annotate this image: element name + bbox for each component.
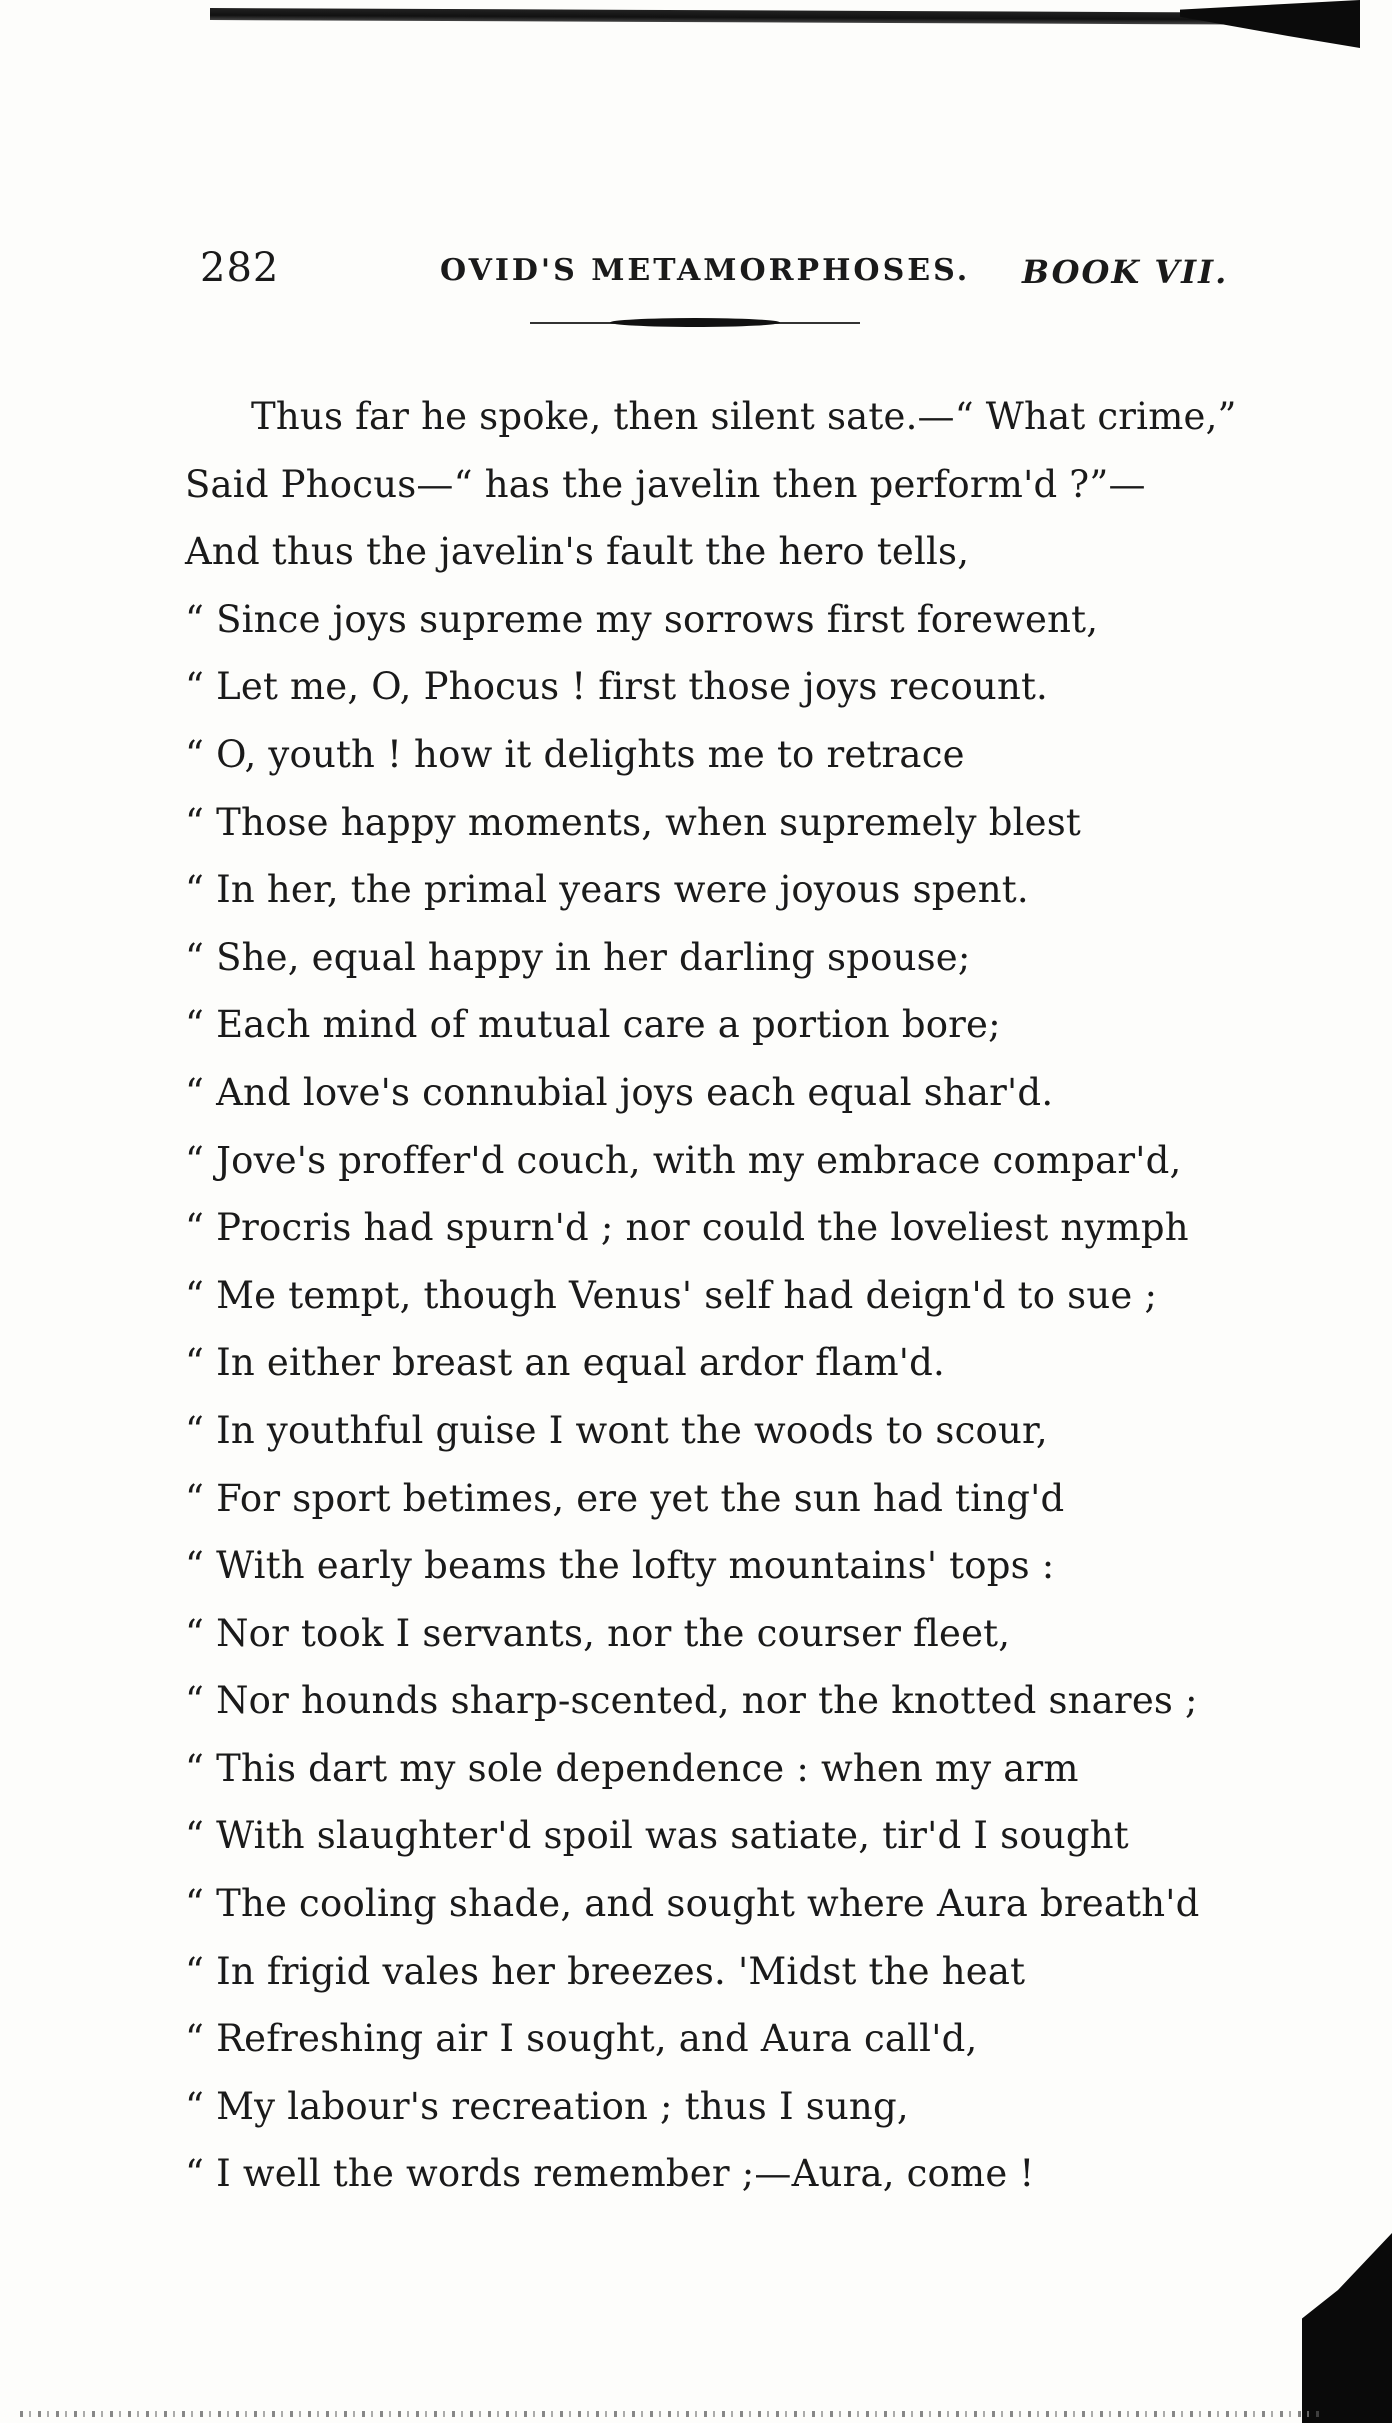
verse-line: “ Procris had spurn'd ; nor could the loveliest nymph: [185, 1206, 1189, 1250]
verse-line: “ In youthful guise I wont the woods to scour,: [185, 1408, 1048, 1452]
verse-line: “ I well the words remember ;—Aura, come !: [185, 2152, 1035, 2196]
verse-line: “ The cooling shade, and sought where Aura breath'd: [185, 1882, 1200, 1926]
verse-line: “ Nor took I servants, nor the courser fleet,: [185, 1611, 1011, 1655]
page-number: 282: [200, 245, 280, 291]
verse-line: “ For sport betimes, ere yet the sun had ting'd: [185, 1476, 1065, 1520]
verse-line: Thus far he spoke, then silent sate.—“ What crime,”: [251, 395, 1237, 438]
page-header: [200, 245, 1250, 305]
verse-line: “ Refreshing air I sought, and Aura call'd,: [185, 2017, 978, 2061]
verse-line: “ Me tempt, though Venus' self had deign'd to sue ;: [185, 1273, 1158, 1317]
verse-line: “ Nor hounds sharp-scented, nor the knotted snares ;: [185, 1679, 1198, 1723]
scan-corner-shadow: [1302, 2233, 1392, 2423]
verse-line: “ O, youth ! how it delights me to retrace: [185, 732, 965, 776]
verse-line: And thus the javelin's fault the hero tells,: [185, 530, 970, 574]
verse-line: “ My labour's recreation ; thus I sung,: [185, 2084, 909, 2128]
verse-line: “ Let me, O, Phocus ! first those joys recount.: [185, 665, 1049, 709]
verse-line: “ With slaughter'd spoil was satiate, tir'd I sought: [185, 1814, 1129, 1858]
ornament-swell: [610, 318, 780, 327]
verse-line: “ In her, the primal years were joyous spent.: [185, 868, 1029, 912]
verse-line: “ In frigid vales her breezes. 'Midst the heat: [185, 1949, 1026, 1993]
book-label: BOOK VII.: [1022, 253, 1229, 291]
verse-line: “ She, equal happy in her darling spouse;: [185, 935, 971, 979]
scan-bottom-edge: [20, 2411, 1320, 2417]
verse-line: “ Jove's proffer'd couch, with my embrace compar'd,: [185, 1138, 1182, 1182]
poem-body: [185, 383, 1237, 2208]
verse-line: “ In either breast an equal ardor flam'd.: [185, 1341, 945, 1385]
verse-line: “ With early beams the lofty mountains' tops :: [185, 1544, 1055, 1588]
verse-line: “ Those happy moments, when supremely blest: [185, 800, 1082, 844]
verse-line: Said Phocus—“ has the javelin then perform'd ?”—: [185, 462, 1146, 506]
running-title: OVID'S METAMORPHOSES.: [440, 253, 971, 288]
verse-line: “ Since joys supreme my sorrows first forewent,: [185, 597, 1099, 641]
verse-line: “ And love's connubial joys each equal shar'd.: [185, 1070, 1054, 1114]
verse-line: “ This dart my sole dependence : when my arm: [185, 1746, 1079, 1790]
header-ornament-divider: [530, 318, 860, 328]
verse-line: “ Each mind of mutual care a portion bore;: [185, 1003, 1001, 1047]
